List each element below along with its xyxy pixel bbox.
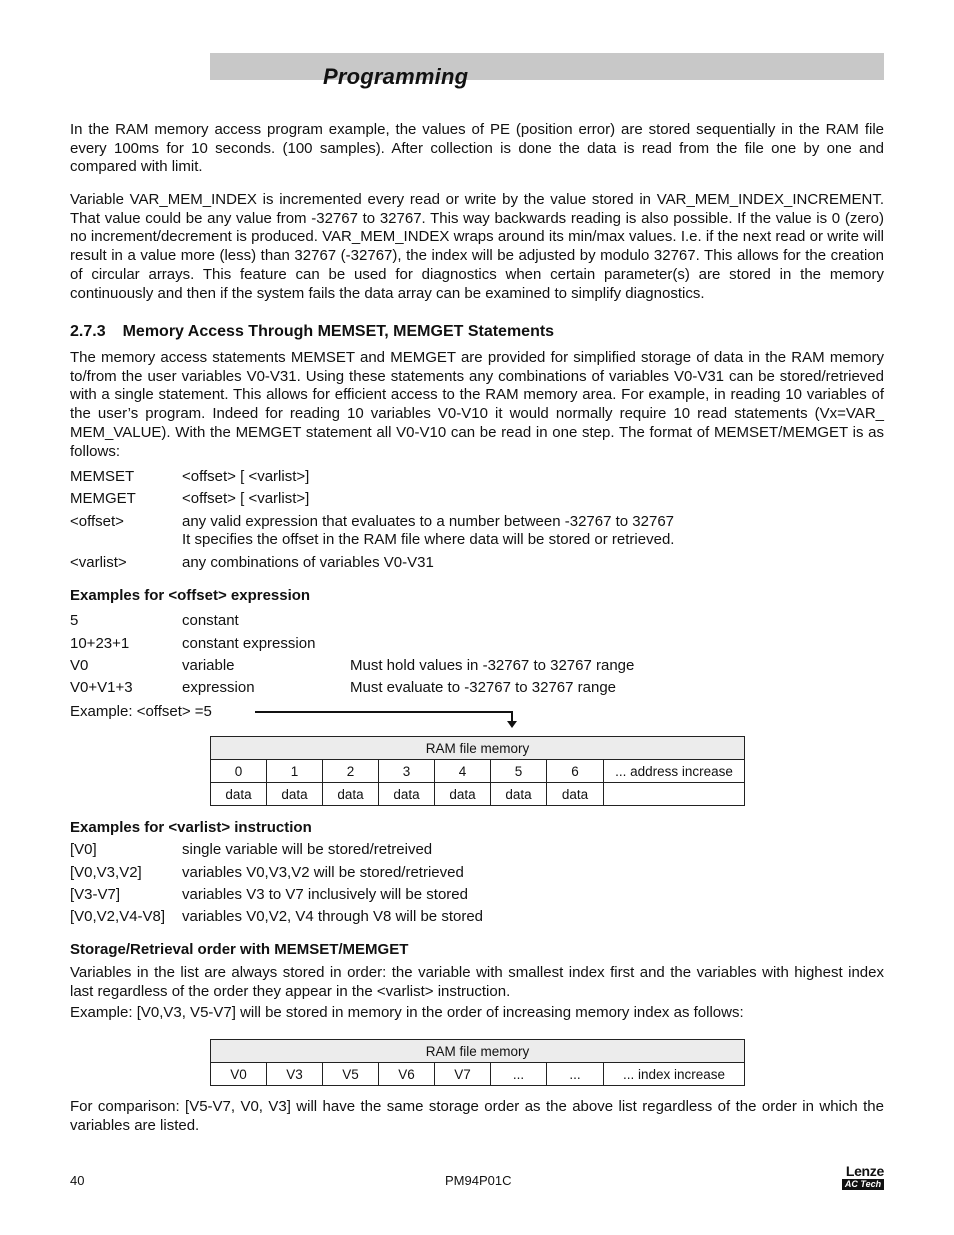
storage-order-heading: Storage/Retrieval order with MEMSET/MEMGET (70, 941, 409, 958)
offset-example-label: Example: <offset> =5 (70, 703, 212, 720)
table-cell: data (435, 783, 491, 806)
varlist-examples-heading: Examples for <varlist> instruction (70, 819, 312, 836)
intro-paragraph-2: Variable VAR_MEM_INDEX is incremented every read or write by the value stored in VAR_MEM_INDEX_INCREMENT. That value could be any value from -32767 to 32767. This way backwards reading is also possible. If the value is 0 (zero) no increment/decrement is produced. VAR_MEM_INDEX wraps around its min/max values. I.e. if the next read or write will result in a value more (less) than 32767 (-32767), the index will be adjusted by modulo 32767. This allows for the creation of circular arrays. This feature can be used for diagnostics when certain parameter(s) are stored in the memory continuously and then if the system fails the data array can be examined to simplify diagnostics. (70, 191, 884, 302)
offset-example-expr: 5 (70, 612, 79, 629)
syntax-value: any combinations of variables V0-V31 (182, 554, 434, 571)
offset-example-expr: V0+V1+3 (70, 679, 133, 696)
section-number: 2.7.3 (70, 323, 106, 340)
table-cell: 4 (435, 760, 491, 783)
header-bar (210, 53, 884, 80)
table-cell: V6 (379, 1063, 435, 1086)
storage-order-example: Example: [V0,V3, V5-V7] will be stored in memory in the order of increasing memory index as follows: (70, 1004, 744, 1021)
varlist-example-expr: [V0] (70, 841, 97, 858)
ram-file-table-addresses (210, 736, 745, 806)
table-cell: data (211, 783, 267, 806)
varlist-example-expr: [V0,V2,V4-V8] (70, 908, 166, 925)
table-cell: 1 (267, 760, 323, 783)
page-number: 40 (70, 1173, 85, 1188)
varlist-example-desc: variables V0,V3,V2 will be stored/retrieved (182, 864, 464, 881)
syntax-key: <varlist> (70, 554, 127, 571)
offset-example-kind: variable (182, 657, 235, 674)
offset-example-note: Must evaluate to -32767 to 32767 range (350, 679, 617, 696)
table-cell: 3 (379, 760, 435, 783)
table-cell: data (267, 783, 323, 806)
offset-example-kind: constant (182, 612, 239, 629)
offset-example-expr: 10+23+1 (70, 635, 130, 652)
section-title: Memory Access Through MEMSET, MEMGET Statements (122, 323, 555, 340)
table-cell: data (491, 783, 547, 806)
table-cell (604, 783, 745, 806)
section-heading (70, 323, 554, 341)
table-cell: ... (547, 1063, 604, 1086)
table-cell: data (547, 783, 604, 806)
storage-order-paragraph: Variables in the list are always stored in order: the variable with smallest index first and the variables with highest index last regardless of the order they appear in the <varlist> instruction. (70, 964, 884, 1000)
offset-arrow-head-icon (507, 721, 517, 728)
syntax-value-2: It specifies the offset in the RAM file where data will be stored or retrieved. (182, 531, 675, 548)
lenze-logo (842, 1163, 884, 1190)
table-cell: ... address increase (604, 760, 745, 783)
syntax-value: <offset> [ <varlist>] (182, 490, 310, 507)
page-title: Programming (323, 64, 469, 89)
table-cell: ... index increase (604, 1063, 745, 1086)
logo-text: Lenze (845, 1163, 884, 1179)
table-cell: 6 (547, 760, 604, 783)
table-cell: V7 (435, 1063, 491, 1086)
varlist-example-desc: variables V0,V2, V4 through V8 will be stored (182, 908, 484, 925)
table-cell: V3 (267, 1063, 323, 1086)
table-caption: RAM file memory (211, 737, 745, 760)
varlist-example-desc: variables V3 to V7 inclusively will be stored (182, 886, 468, 903)
syntax-key: MEMSET (70, 468, 135, 485)
offset-example-kind: constant expression (182, 635, 316, 652)
ram-file-table-variables (210, 1039, 745, 1086)
intro-paragraph-1: In the RAM memory access program example, the values of PE (position error) are stored sequentially in the RAM file every 100ms for 10 seconds. (100 samples). After collection is done the data is read from the file one by one and compared with limit. (70, 121, 884, 176)
table-cell: V0 (211, 1063, 267, 1086)
table-caption: RAM file memory (211, 1040, 745, 1063)
section-paragraph: The memory access statements MEMSET and MEMGET are provided for simplified storage of data in the RAM memory to/from the user variables V0-V31. Using these statements any combinations of variables V0-V31 can be stored/retrieved with a single statement. This allows for efficient access to the RAM memory area. For example, in reading 10 variables of the user’s program. Indeed for reading 10 variables V0-V10 it would normally require 10 read statements (Vx=VAR_ MEM_VALUE). With the MEMGET statement all V0-V10 can be read in one step. The format of MEMSET/MEMGET is as follows: (70, 349, 884, 460)
offset-arrow-line (255, 711, 512, 713)
document-code: PM94P01C (445, 1173, 512, 1188)
table-cell: V5 (323, 1063, 379, 1086)
table-cell: ... (491, 1063, 547, 1086)
table-cell: data (379, 783, 435, 806)
syntax-value: <offset> [ <varlist>] (182, 468, 310, 485)
syntax-key: <offset> (70, 513, 124, 530)
offset-example-note: Must hold values in -32767 to 32767 range (350, 657, 635, 674)
logo-subtext: AC Tech (842, 1179, 884, 1190)
varlist-example-expr: [V3-V7] (70, 886, 121, 903)
comparison-paragraph: For comparison: [V5-V7, V0, V3] will have the same storage order as the above list regardless of the order in which the variables are listed. (70, 1098, 884, 1134)
varlist-example-desc: single variable will be stored/retreived (182, 841, 433, 858)
table-cell: 2 (323, 760, 379, 783)
offset-example-expr: V0 (70, 657, 89, 674)
table-cell: data (323, 783, 379, 806)
table-cell: 5 (491, 760, 547, 783)
offset-examples-heading: Examples for <offset> expression (70, 587, 311, 604)
table-cell: 0 (211, 760, 267, 783)
offset-example-kind: expression (182, 679, 255, 696)
varlist-example-expr: [V0,V3,V2] (70, 864, 142, 881)
syntax-value: any valid expression that evaluates to a number between -32767 to 32767 (182, 513, 674, 530)
syntax-key: MEMGET (70, 490, 136, 507)
